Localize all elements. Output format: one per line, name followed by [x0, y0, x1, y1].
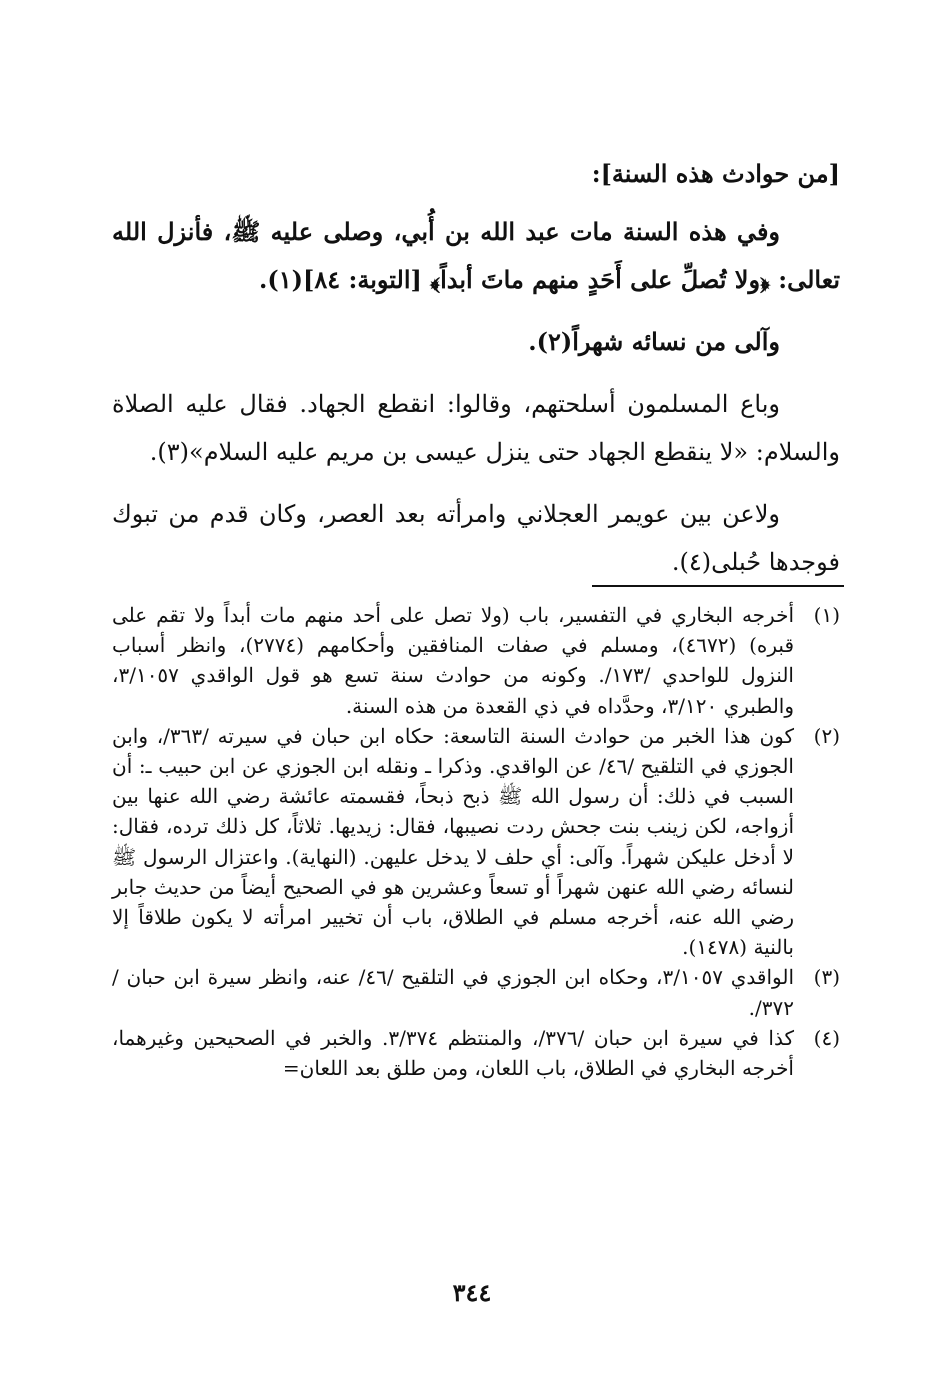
footnote-text: كون هذا الخبر من حوادث السنة التاسعة: حكاه ابن حبان في سيرته /٣٦٣/، وابن الجوزي في التلقيح /٤٦/ عن الواقدي. وذكرا ـ ونقله ابن الجوزي عن ابن حبيب ـ: أن السبب في ذلك: أن رسول الله ﷺ ذبح ذبحاً، فقسمته عائشة رضي الله عنها بين أزواجه، لكن زينب بنت جحش ردت نصيبها، فقال: زيديها. ثلاثاً، كل ذلك ترده، فقال: لا أدخل عليكن شهراً. وآلى: أي حلف لا يدخل عليهن. (النهاية). واعتزال الرسول ﷺ لنسائه رضي الله عنهن شهراً أو تسعاً وعشرين هو في الصحيح أيضاً من حديث جابر رضي الله عنه، أخرجه مسلم في الطلاق، باب أن تخيير امرأته لا يكون طلاقاً إلا بالنية (١٤٧٨). — [112, 723, 794, 960]
paragraph-2: وآلى من نسائه شهراً(٢). — [528, 327, 780, 356]
footnote-number: (٤) — [813, 1025, 840, 1050]
page-number: ٣٤٤ — [452, 1278, 492, 1307]
footnote — [112, 1023, 840, 1083]
footnote-separator — [592, 585, 844, 587]
footnote-number: (٣) — [813, 965, 840, 990]
footnote-text: أخرجه البخاري في التفسير، باب (ولا تصل على أحد منهم مات أبداً ولا تقم على قبره) (٤٦٧٢)، ومسلم في صفات المنافقين وأحكامهم (٢٧٧٤)، وانظر أسباب النزول للواحدي /١٧٣/. وكونه من حوادث سنة تسع هو قول الواقدي ٣/١٠٥٧، والطبري ٣/١٢٠، وحدَّداه في ذي القعدة من هذه السنة. — [112, 603, 795, 718]
paragraph-1: وفي هذه السنة مات عبد الله بن أُبي، وصلى عليه ﷺ، فأنزل الله تعالى: ﴿ولا تُصلِّ على أَحَدٍ منهم ماتَ أبداً﴾ [التوبة: ٨٤](١). — [112, 217, 840, 294]
footnote — [112, 600, 840, 721]
paragraph-4: ولاعن بين عويمر العجلاني وامرأته بعد العصر، وكان قدم من تبوك فوجدها حُبلى(٤). — [112, 500, 840, 576]
footnote — [112, 721, 840, 963]
footnote-number: (١) — [813, 603, 840, 627]
main-text — [112, 150, 840, 600]
footnote — [112, 962, 840, 1022]
footnotes — [112, 600, 840, 1083]
paragraph-3: وباع المسلمون أسلحتهم، وقالوا: انقطع الجهاد. فقال عليه الصلاة والسلام: «لا ينقطع الجهاد حتى ينزل عيسى بن مريم عليه السلام»(٣). — [112, 390, 840, 466]
footnote-number: (٢) — [813, 723, 840, 748]
footnote-text: الواقدي ٣/١٠٥٧، وحكاه ابن الجوزي في التلقيح /٤٦/ عنه، وانظر سيرة ابن حبان /٣٧٢/. — [112, 965, 794, 1020]
footnote-text: كذا في سيرة ابن حبان /٣٧٦/، والمنتظم ٣/٣٧٤. والخبر في الصحيحين وغيرهما، أخرجه البخاري في الطلاق، باب اللعان، ومن طلق بعد اللعان= — [112, 1025, 794, 1081]
section-heading: [من حوادث هذه السنة]: — [591, 159, 840, 188]
